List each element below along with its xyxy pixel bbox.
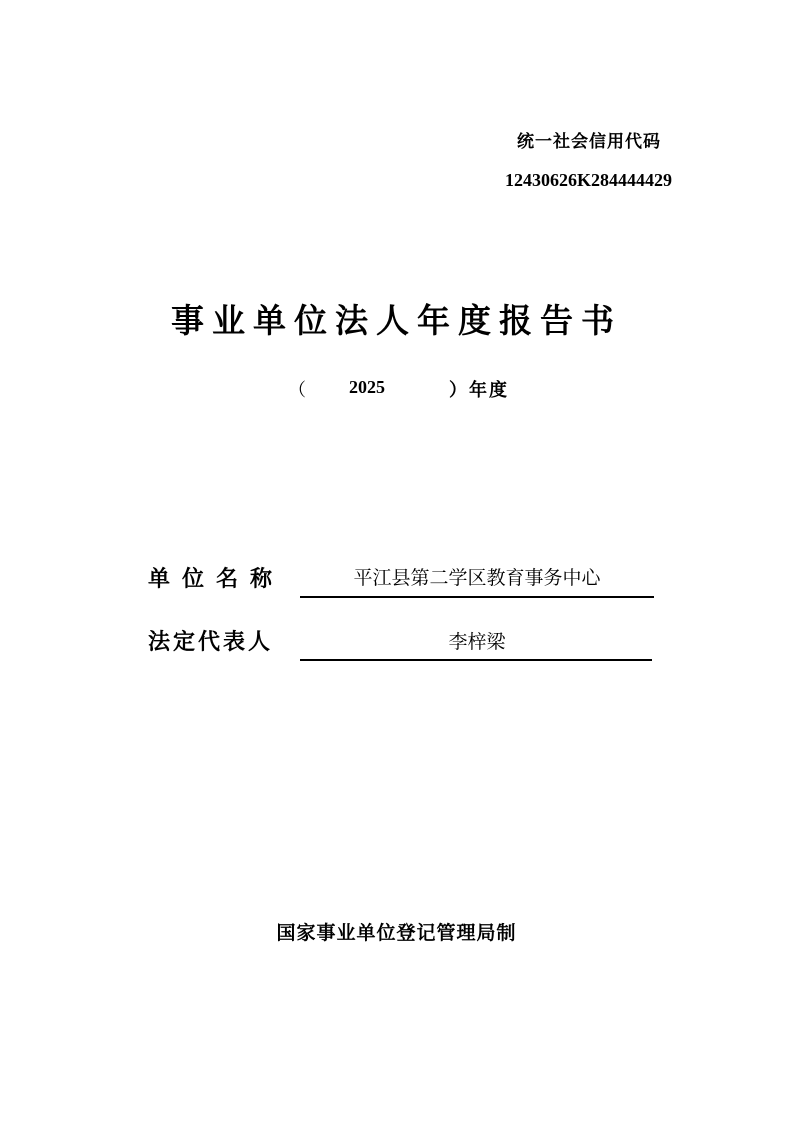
unit-name-label: 单位名称 — [148, 567, 285, 592]
legal-rep-value: 李梓梁 — [448, 631, 506, 653]
unit-name-value: 平江县第二学区教育事务中心 — [353, 567, 601, 589]
document-title: 事业单位法人年度报告书 — [171, 301, 622, 340]
credit-code-value: 12430626K284444429 — [505, 170, 673, 190]
legal-rep-underline — [300, 659, 652, 661]
unit-name-underline — [300, 596, 654, 598]
issuer-footer: 国家事业单位登记管理局制 — [276, 922, 517, 944]
legal-rep-label: 法定代表人 — [148, 630, 274, 655]
year-open-paren: （ — [288, 380, 306, 401]
credit-code-label: 统一社会信用代码 — [517, 132, 661, 152]
year-suffix: ）年度 — [449, 380, 509, 401]
report-year: 2025 — [349, 377, 385, 397]
